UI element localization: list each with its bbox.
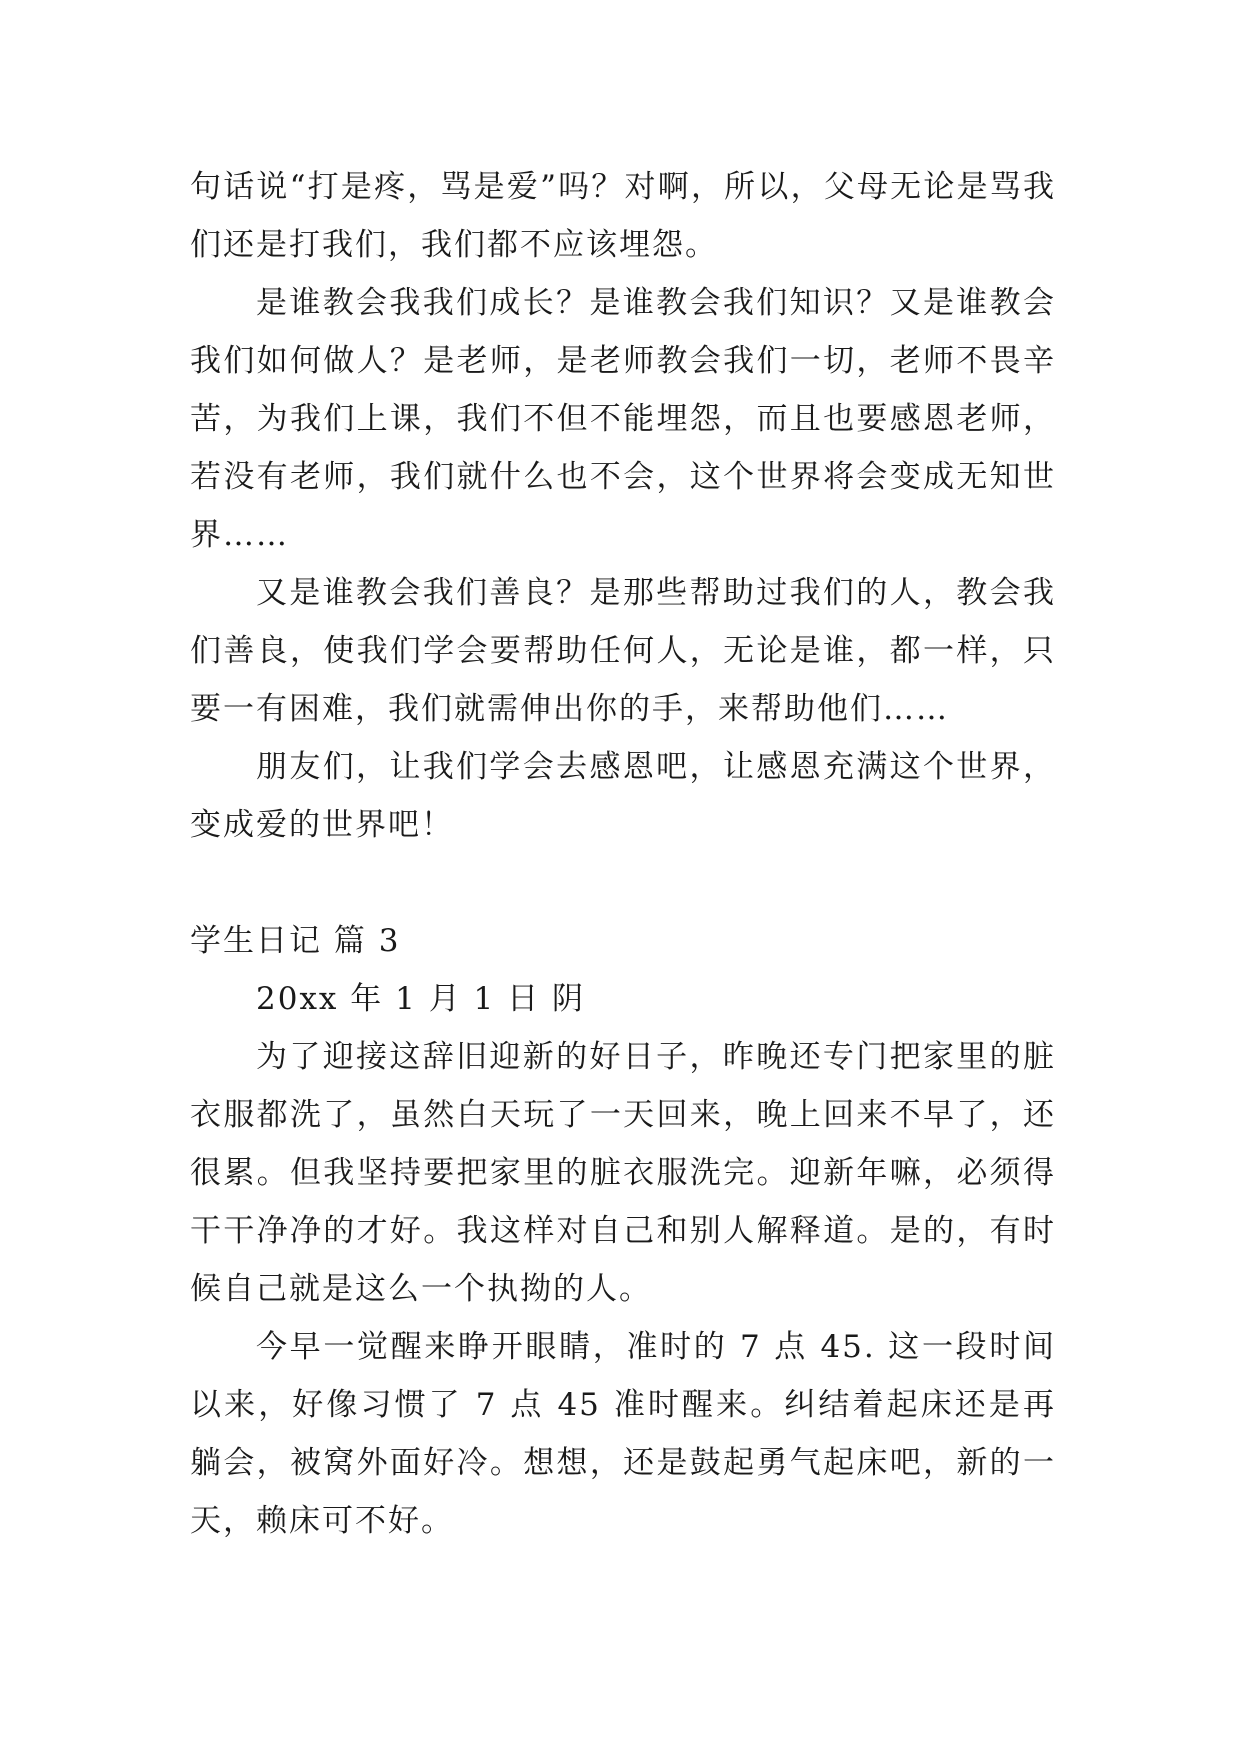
section-title: 学生日记 篇 3 — [190, 923, 401, 959]
section-spacer — [190, 854, 1056, 912]
paragraph-gratitude: 朋友们，让我们学会去感恩吧，让感恩充满这个世界，变成爱的世界吧！ — [190, 749, 1056, 843]
paragraph-laundry: 为了迎接这辞旧迎新的好日子，昨晚还专门把家里的脏衣服都洗了，虽然白天玩了一天回来，晚上回来不早了，还很累。但我坚持要把家里的脏衣服洗完。迎新年嘛，必须得干干净净的才好。我这样对自己和别人解释道。是的，有时候自己就是这么一个执拗的人。 — [190, 1039, 1056, 1307]
paragraph-morning: 今早一觉醒来睁开眼睛，准时的 7 点 45. 这一段时间以来，好像习惯了 7 点 45 准时醒来。纠结着起床还是再躺会，被窝外面好冷。想想，还是鼓起勇气起床吧，新的一天，赖床可不好。 — [190, 1329, 1056, 1539]
paragraph-continuation: 句话说“打是疼，骂是爱”吗？对啊，所以，父母无论是骂我们还是打我们，我们都不应该埋怨。 — [190, 169, 1056, 263]
diary-date-line: 20xx 年 1 月 1 日 阴 — [256, 981, 585, 1017]
paragraph-kindness: 又是谁教会我们善良？是那些帮助过我们的人，教会我们善良，使我们学会要帮助任何人，无论是谁，都一样，只要一有困难，我们就需伸出你的手，来帮助他们…… — [190, 575, 1056, 727]
document-body — [190, 158, 1056, 1550]
paragraph-teachers: 是谁教会我我们成长？是谁教会我们知识？又是谁教会我们如何做人？是老师，是老师教会我们一切，老师不畏辛苦，为我们上课，我们不但不能埋怨，而且也要感恩老师，若没有老师，我们就什么也不会，这个世界将会变成无知世界…… — [190, 285, 1056, 553]
